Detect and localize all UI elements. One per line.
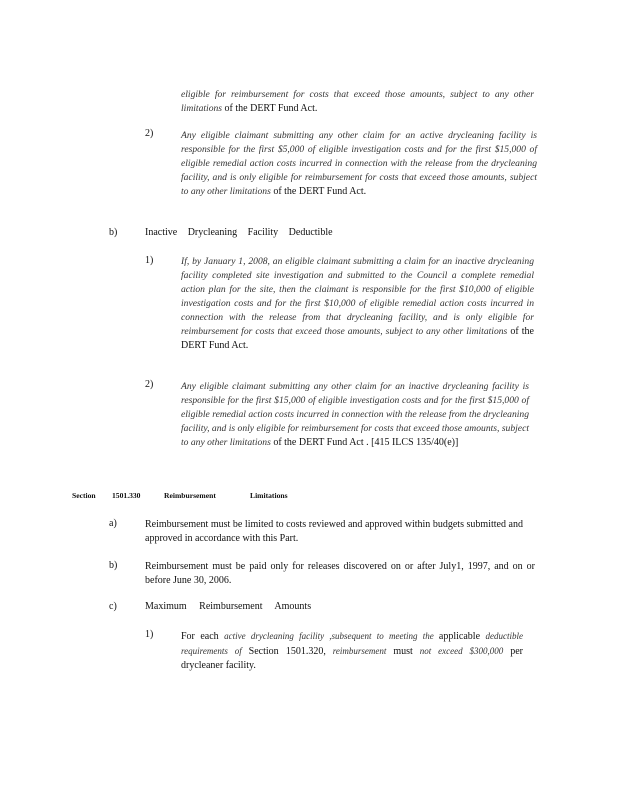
section-number: 1501.330: [112, 491, 141, 500]
item-number: 1): [145, 629, 154, 640]
text-run: must: [393, 646, 413, 657]
subsection-letter: c): [109, 601, 117, 612]
item-continuation: [181, 88, 534, 116]
item-paragraph: [181, 629, 523, 673]
text-run-italic: reimbursement: [325, 646, 394, 656]
item-number: 1): [145, 255, 154, 266]
item-continuation-text: eligible for reimbursement for costs that exceed those amounts, subject to any other limitations: [181, 89, 534, 114]
item-paragraph-text: Any eligible claimant submitting any other claim for an inactive drycleaning facility is responsible for the first $15,000 of eligible investigation costs and for the first $15,000 of eligible remedial action costs incurred in connection with the release from the drycleaning facility, and is only eligible for reimbursement for costs that exceed those amounts, subject to any other limitations: [181, 381, 529, 448]
subsection-paragraph: Reimbursement must be paid only for releases discovered on or after July1, 1997, and on or before June 30, 2006.: [145, 561, 535, 586]
subsection-letter: a): [109, 518, 117, 529]
item-paragraph-tail: of the DERT Fund Act . [415 ILCS 135/40(e)]: [270, 437, 459, 448]
item-number: 2): [145, 379, 154, 390]
subsection-paragraph: Reimbursement must be limited to costs reviewed and approved within budgets submitted and approved in accordance with this Part.: [145, 519, 523, 544]
subsection-letter: b): [109, 227, 118, 238]
text-run-italic: not exceed $300,000: [412, 646, 511, 656]
subsection-heading: Maximum Reimbursement Amounts: [145, 601, 312, 612]
item-paragraph: [181, 255, 534, 353]
text-run: per drycleaner facility.: [181, 646, 523, 671]
item-continuation-tail: of the DERT Fund Act.: [222, 103, 318, 114]
item-paragraph-text: Any eligible claimant submitting any other claim for an active drycleaning facility is responsible for the first $5,000 of eligible investigation costs and for the first $15,000 of eligible remedial action costs incurred in connection with the release from the drycleaning facility, and is only eligible for reimbursement for costs that exceed those amounts, subject to any other limitations: [181, 130, 537, 197]
section-title-part: Limitations: [250, 491, 288, 500]
text-run: For each: [181, 631, 225, 642]
item-paragraph-text: If, by January 1, 2008, an eligible claimant submitting a claim for an inactive drycleaning facility completed site investigation and submitted to the Council a complete remedial action plan for the site, then the claimant is responsible for the first $10,000 of eligible investigation costs and for the first $10,000 of eligible remedial action costs incurred in connection with the release from that drycleaning facility, and is only eligible for reimbursement for costs that exceed those amounts, subject to any other limitations: [181, 256, 534, 337]
item-paragraph: [181, 129, 537, 199]
item-number: 2): [145, 128, 154, 139]
item-paragraph-tail: of the DERT Fund Act.: [270, 186, 367, 197]
subsection-letter: b): [109, 560, 118, 571]
text-run: applicable: [438, 631, 481, 642]
text-run-italic: active drycleaning facility ,subsequent to meeting the: [224, 631, 439, 641]
section-word: Section: [72, 491, 96, 500]
subsection-heading: Inactive Drycleaning Facility Deductible: [145, 227, 333, 238]
text-run-italic: deductible requirements of: [181, 631, 523, 656]
text-run: Section 1501.320,: [248, 646, 326, 657]
item-paragraph-tail: of the DERT Fund Act.: [181, 326, 534, 351]
section-title-part: Reimbursement: [164, 491, 216, 500]
item-paragraph: [181, 380, 529, 450]
